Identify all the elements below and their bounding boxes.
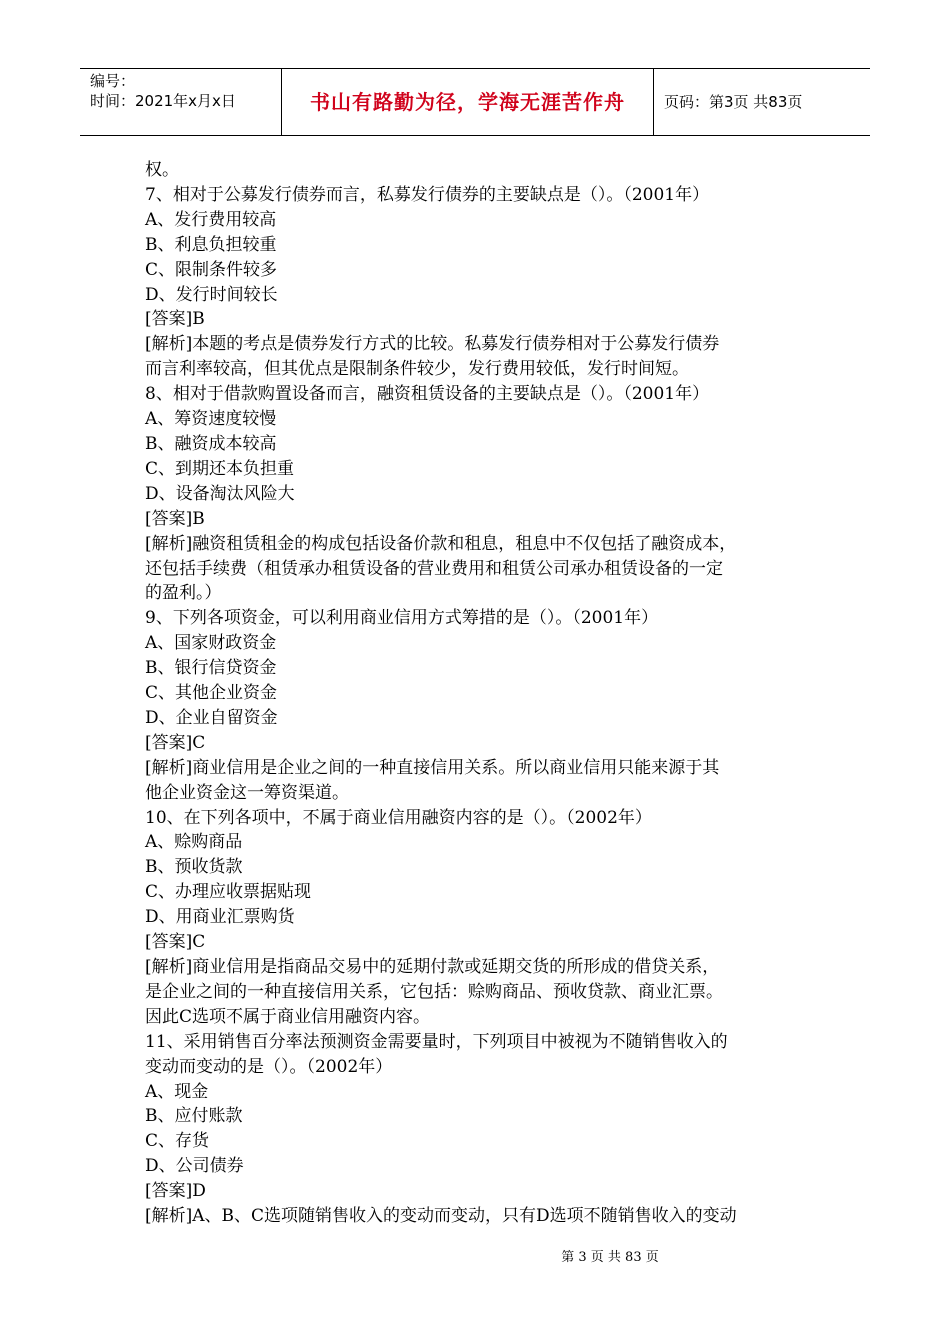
text-line: D、企业自留资金 [145, 707, 278, 728]
text-line: B、应付账款 [145, 1106, 243, 1127]
text-line: 8、相对于借款购置设备而言，融资租赁设备的主要缺点是（）。（2001年） [145, 384, 710, 405]
text-line: [答案]B [145, 309, 205, 330]
text-line: A、赊购商品 [145, 832, 243, 853]
text-line: [解析]商业信用是指商品交易中的延期付款或延期交货的所形成的借贷关系， [145, 957, 720, 977]
text-line: D、用商业汇票购货 [145, 907, 295, 928]
text-line: B、融资成本较高 [145, 433, 277, 454]
text-line: [解析]商业信用是企业之间的一种直接信用关系。所以商业信用只能来源于其 [145, 757, 720, 778]
document-body [145, 158, 815, 1229]
text-line: 11、采用销售百分率法预测资金需要量时，下列项目中被视为不随销售收入的 [145, 1031, 728, 1052]
document-code-label: 编号： [90, 72, 136, 90]
text-line: 7、相对于公募发行债券而言，私募发行债券的主要缺点是（）。（2001年） [145, 184, 710, 205]
header-page-info: 页码：第3页 共83页 [664, 93, 803, 111]
text-line: C、存货 [145, 1131, 210, 1152]
text-line: [解析]融资租赁租金的构成包括设备价款和租息，租息中不仅包括了融资成本， [145, 533, 737, 554]
text-line: 权。 [145, 160, 179, 180]
text-line: [答案]C [145, 932, 206, 953]
text-line: C、限制条件较多 [145, 259, 278, 280]
text-line: 他企业资金这一筹资渠道。 [145, 782, 349, 803]
text-line: A、发行费用较高 [145, 209, 277, 230]
text-line: D、设备淘汰风险大 [145, 483, 295, 504]
text-line: B、利息负担较重 [145, 234, 277, 255]
text-line: [答案]C [145, 732, 206, 753]
text-line: C、到期还本负担重 [145, 458, 295, 479]
text-line: D、公司债券 [145, 1156, 244, 1177]
header-meta-cell [80, 69, 282, 135]
text-line: 变动而变动的是（）。（2002年） [145, 1056, 393, 1077]
text-line: 是企业之间的一种直接信用关系，它包括：赊购商品、预收贷款、商业汇票。 [145, 981, 723, 1002]
text-line: 因此C选项不属于商业信用融资内容。 [145, 1006, 431, 1027]
text-line: 9、下列各项资金，可以利用商业信用方式筹措的是（）。（2001年） [145, 608, 659, 629]
text-line: B、预收货款 [145, 857, 243, 878]
text-line: 10、在下列各项中，不属于商业信用融资内容的是（）。（2002年） [145, 807, 652, 828]
text-line: [解析]本题的考点是债券发行方式的比较。私募发行债券相对于公募发行债券 [145, 334, 720, 355]
text-line: C、办理应收票据贴现 [145, 882, 312, 903]
text-line: [解析]A、B、C选项随销售收入的变动而变动，只有D选项不随销售收入的变动 [145, 1206, 737, 1227]
text-line: 而言利率较高，但其优点是限制条件较少，发行费用较低，发行时间短。 [145, 359, 689, 380]
text-line: 还包括手续费（租赁承办租赁设备的营业费用和租赁公司承办租赁设备的一定 [145, 558, 723, 579]
text-line: 的盈利。） [145, 583, 222, 604]
page-header [80, 68, 870, 136]
document-date-label: 时间：2021年x月x日 [90, 92, 236, 110]
text-line: A、国家财政资金 [145, 633, 277, 654]
text-line: [答案]B [145, 508, 205, 529]
text-line: C、其他企业资金 [145, 683, 278, 704]
text-line: D、发行时间较长 [145, 284, 278, 305]
text-line: B、银行信贷资金 [145, 658, 277, 679]
header-motto: 书山有路勤为径，学海无涯苦作舟 [282, 69, 654, 135]
page-footer: 第 3 页 共 83 页 [561, 1250, 659, 1265]
text-line: A、现金 [145, 1081, 209, 1102]
text-line: A、筹资速度较慢 [145, 409, 277, 430]
text-line: [答案]D [145, 1181, 206, 1202]
